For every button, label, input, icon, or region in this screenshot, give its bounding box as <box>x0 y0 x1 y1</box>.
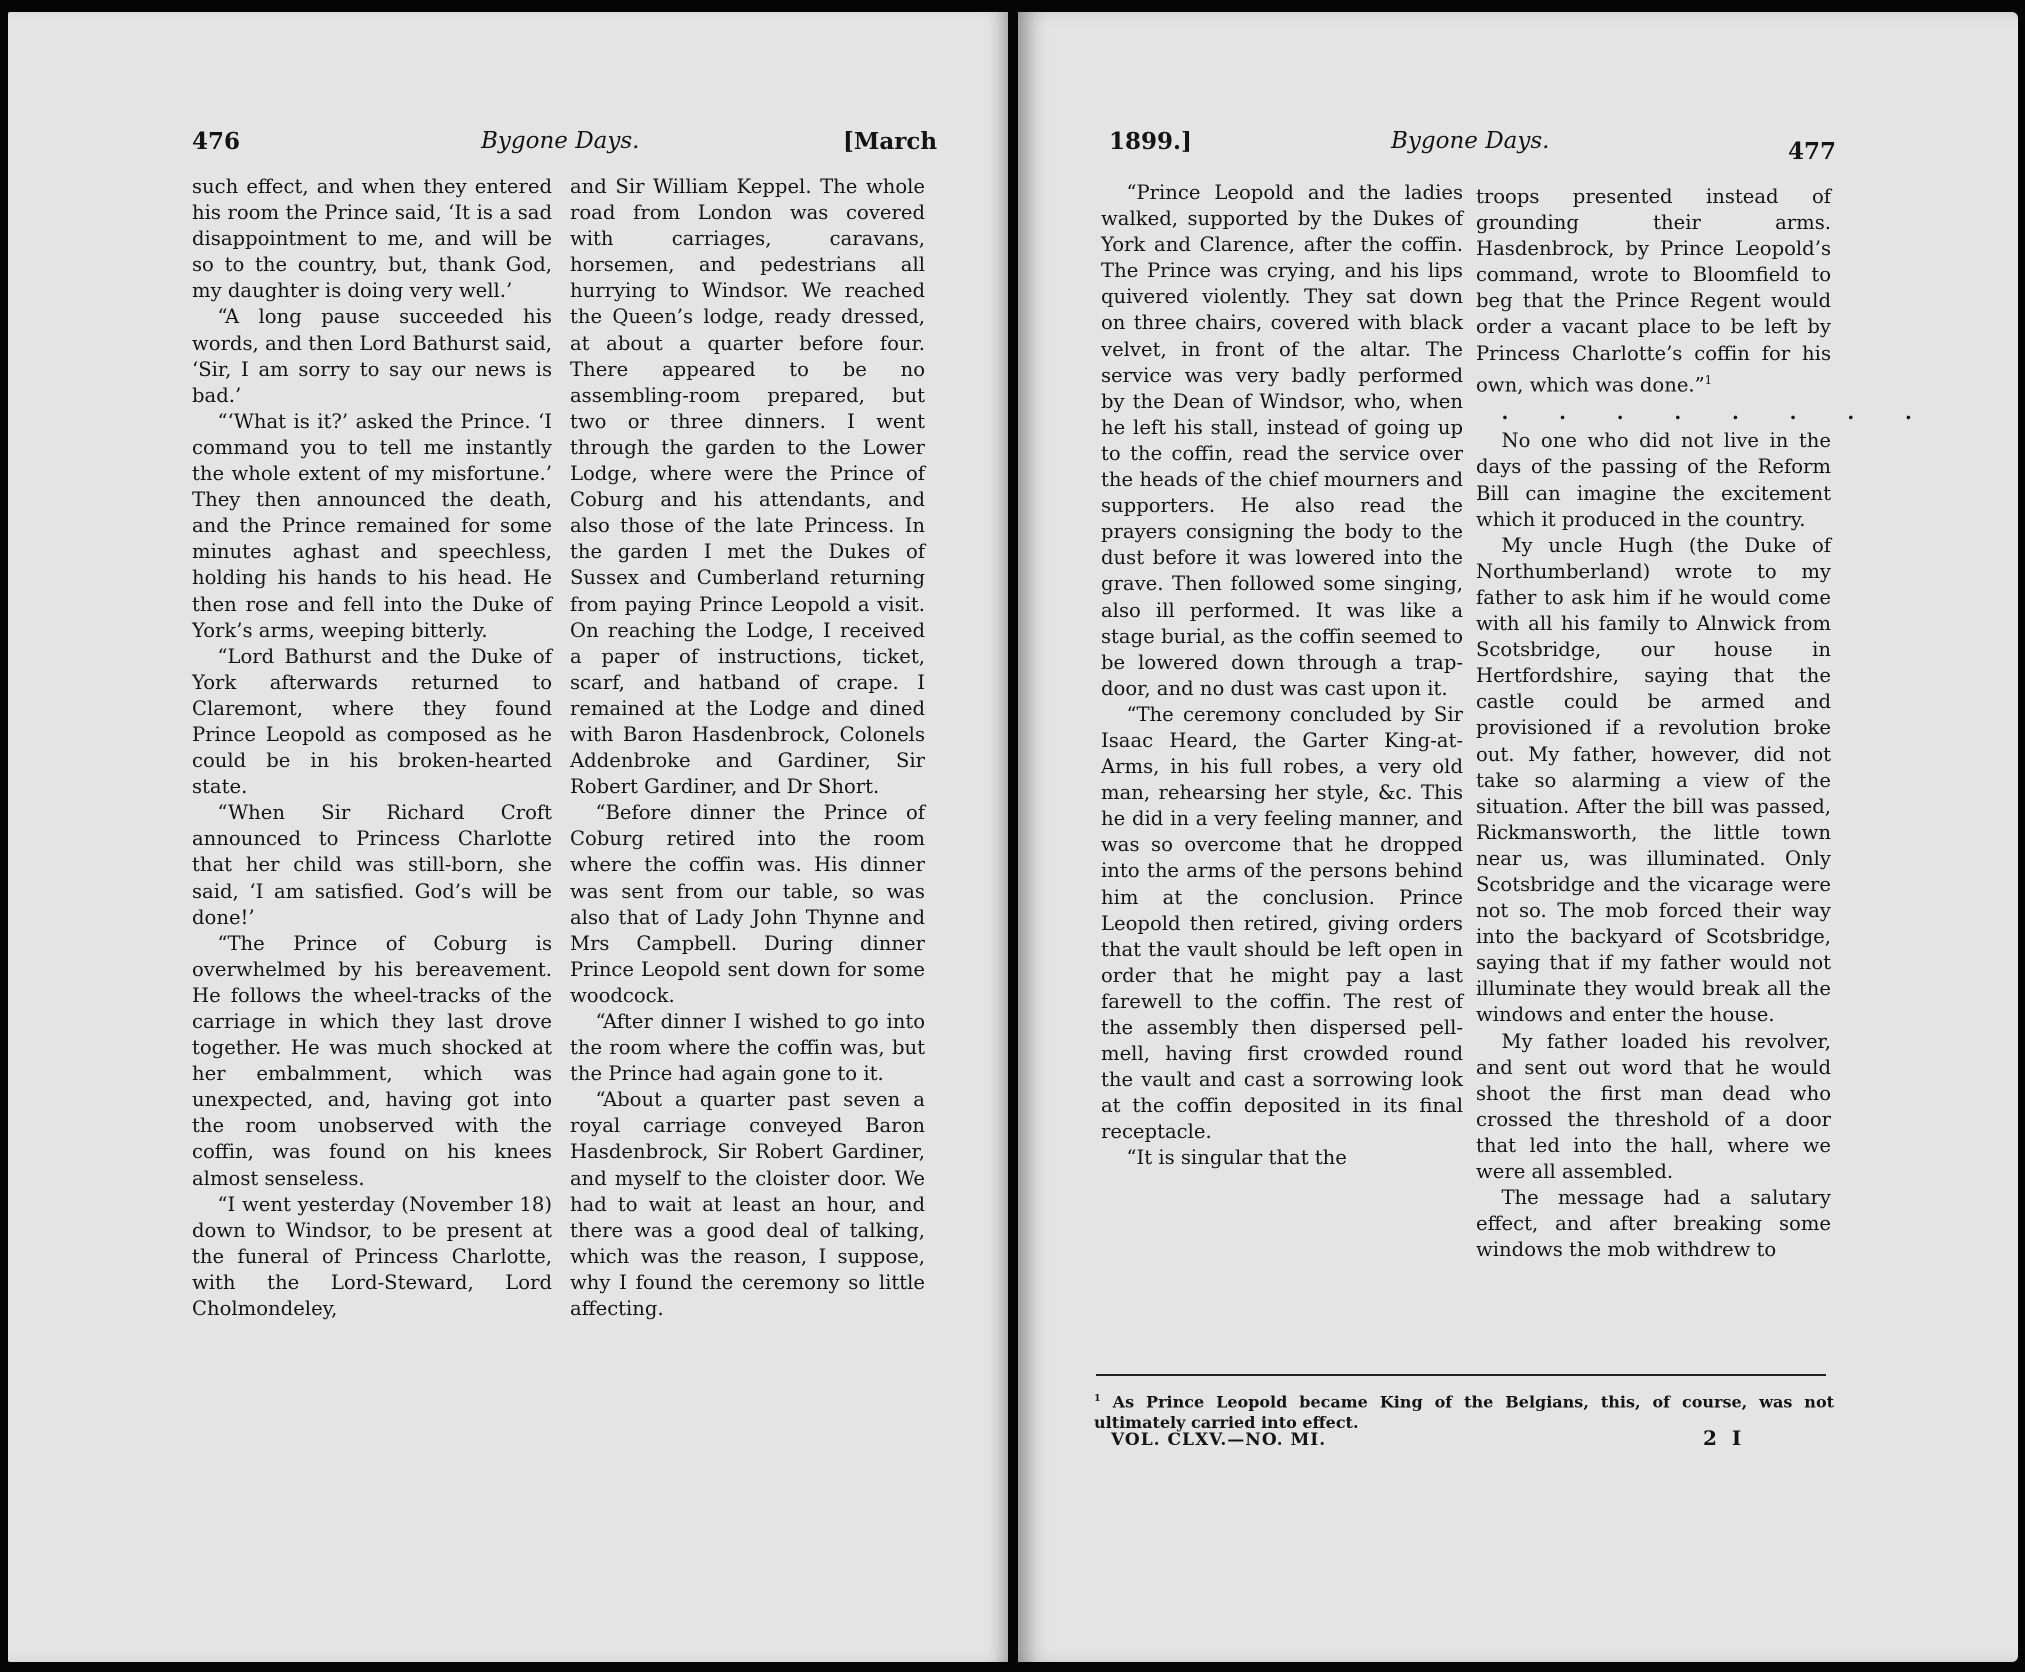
left-running-title: Bygone Days. <box>481 128 640 154</box>
footnote-rule <box>1096 1374 1826 1376</box>
left-page-number: 476 <box>192 128 241 155</box>
paragraph: My uncle Hugh (the Duke of Northumberland) wrote to my father to ask him if he would come with all his family to Alnwick from Scotsbridge, our house in Hertfordshire, saying that the castle could be armed and provisioned if a revolution broke out. My father, however, did not take so alarming a view of the situation. After the bill was passed, Rickmansworth, the little town near us, was illuminated. Only Scotsbridge and the vicarage were not so. The mob forced their way into the backyard of Scotsbridge, saying that if my father would not illuminate they would break all the windows and enter the house. <box>1476 533 1831 1027</box>
right-year: 1899.] <box>1109 128 1192 155</box>
footnote-text: As Prince Leopold became King of the Belgians, this, of course, was not ultimately carried into effect. <box>1094 1392 1835 1433</box>
volume-line: VOL. CLXV.—NO. MI. <box>1111 1430 1327 1450</box>
paragraph: My father loaded his revolver, and sent out word that he would shoot the first man dead who crossed the threshold of a door that led into the hall, where we were all assembled. <box>1476 1029 1831 1183</box>
paragraph: and Sir William Keppel. The whole road from London was covered with carriages, caravans, horsemen, and pedestrians all hurrying to Windsor. We reached the Queen’s lodge, ready dressed, at about a quarter before four. There appeared to be no assembling-room prepared, but two or three dinners. I went through the garden to the Lower Lodge, where were the Prince of Coburg and his attendants, and also those of the late Princess. In the garden I met the Dukes of Sussex and Cumberland returning from paying Prince Leopold a visit. On reaching the Lodge, I received a paper of instructions, ticket, scarf, and hatband of crape. I remained at the Lodge and dined with Baron Hasdenbrock, Colonels Addenbroke and Gardiner, Sir Robert Gardiner, and Dr Short. <box>570 175 925 799</box>
right-running-title: Bygone Days. <box>1391 128 1550 154</box>
paragraph: “I went yesterday (November 18) down to Windsor, to be present at the funeral of Princess Charlotte, with the Lord-Steward, Lord Cholmondeley, <box>192 1192 552 1321</box>
right-page <box>1018 12 2018 1662</box>
paragraph: “After dinner I wished to go into the room where the coffin was, but the Prince had again gone to it. <box>570 1010 925 1086</box>
left-running-head <box>8 128 1008 162</box>
paragraph: No one who did not live in the days of the passing of the Reform Bill can imagine the excitement which it produced in the country. <box>1476 429 1831 531</box>
paragraph: troops presented instead of grounding their arms. Hasdenbrock, by Prince Leopold’s command, wrote to Bloomfield to beg that the Prince Regent would order a vacant place to be left by Princess Charlotte’s coffin for his own, which was done.”$^1$ <box>1476 185 1831 397</box>
left-month: [March <box>843 128 938 155</box>
left-column-2 <box>570 174 925 1322</box>
right-column-1 <box>1101 180 1463 1172</box>
paragraph: “The ceremony concluded by Sir Isaac Heard, the Garter King-at-Arms, in his full robes, a very old man, rehearsing her style, &c. This he did in a very feeling manner, and was so overcome that he dropped into the arms of the persons behind him at the conclusion. Prince Leopold then retired, giving orders that the vault should be left open in order that he might pay a last farewell to the coffin. The rest of the assembly then dispersed pell-mell, having first crowded round the vault and cast a sorrowing look at the coffin deposited in its final receptacle. <box>1101 702 1463 1144</box>
paragraph: such effect, and when they entered his room the Prince said, ‘It is a sad disappointment to me, and will be so to the country, but, thank God, my daughter is doing very well.’ <box>192 175 552 303</box>
paragraph: “It is singular that the <box>1126 1146 1347 1170</box>
paragraph: “When Sir Richard Croft announced to Princess Charlotte that her child was still-born, she said, ‘I am satisfied. God’s will be done!’ <box>192 801 552 929</box>
paragraph: “Lord Bathurst and the Duke of York afterwards returned to Claremont, where they found Prince Leopold as composed as he could be in his broken-hearted state. <box>192 644 552 799</box>
paragraph: “A long pause succeeded his words, and then Lord Bathurst said, ‘Sir, I am sorry to say our news is bad.’ <box>192 305 552 407</box>
paragraph: “The Prince of Coburg is overwhelmed by his bereavement. He follows the wheel-tracks of the carriage in which they last drove together. He was much shocked at her embalmment, which was unexpected, and, having got into the room unobserved with the coffin, was found on his knees almost senseless. <box>192 931 552 1190</box>
footnote-reference: 1 <box>1704 372 1713 387</box>
right-column-2-body <box>1476 428 1831 1263</box>
right-column-2 <box>1476 184 1934 1263</box>
right-page-number: 477 <box>1788 138 1837 165</box>
paragraph: “About a quarter past seven a royal carriage conveyed Baron Hasdenbrock, Sir Robert Gardiner, and myself to the cloister door. We had to wait at least an hour, and there was a good deal of talking, which was the reason, I suppose, why I found the ceremony so little affecting. <box>570 1088 925 1321</box>
left-page <box>8 12 1008 1662</box>
signature-mark: 2 I <box>1703 1426 1746 1450</box>
right-running-head <box>1018 128 2018 165</box>
paragraph: The message had a salutary effect, and after breaking some windows the mob withdrew to <box>1476 1186 1831 1262</box>
ellipsis-separator: . . . . . . . . <box>1501 401 1934 425</box>
paragraph: “Before dinner the Prince of Coburg retired into the room where the coffin was. His dinner was sent from our table, so was also that of Lady John Thynne and Mrs Campbell. During dinner Prince Leopold sent down for some woodcock. <box>570 801 925 1007</box>
left-column-1 <box>192 174 552 1322</box>
paragraph: “Prince Leopold and the ladies walked, supported by the Dukes of York and Clarence, after the coffin. The Prince was crying, and his lips quivered violently. They sat down on three chairs, covered with black velvet, in front of the altar. The service was very badly performed by the Dean of Windsor, who, when he left his stall, instead of going up to the coffin, read the service over the heads of the chief mourners and supporters. He also read the prayers consigning the body to the dust before it was lowered into the grave. Then followed some singing, also ill performed. It was like a stage burial, as the coffin seemed to be lowered down through a trap-door, and no dust was cast upon it. <box>1101 181 1463 700</box>
footnote-mark: 1 <box>1094 1393 1101 1404</box>
paragraph: “‘What is it?’ asked the Prince. ‘I command you to tell me instantly the whole extent of my misfortune.’ They then announced the death, and the Prince remained for some minutes aghast and speechless, holding his hands to his head. He then rose and fell into the Duke of York’s arms, weeping bitterly. <box>192 409 552 642</box>
